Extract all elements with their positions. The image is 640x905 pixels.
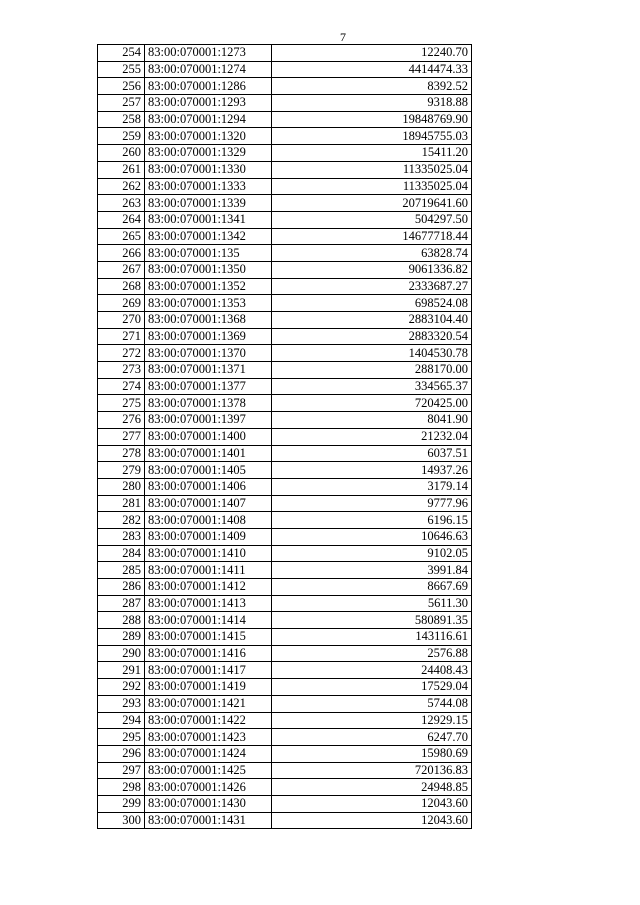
cadastral-number-cell: 83:00:070001:1426 [145, 779, 272, 796]
value-cell: 720136.83 [272, 762, 472, 779]
cadastral-value-table [97, 44, 472, 829]
row-number-cell: 293 [98, 695, 145, 712]
row-number-cell: 281 [98, 495, 145, 512]
cadastral-number-cell: 83:00:070001:1431 [145, 812, 272, 829]
row-number-cell: 283 [98, 528, 145, 545]
value-cell: 19848769.90 [272, 111, 472, 128]
row-number-cell: 263 [98, 195, 145, 212]
row-number-cell: 257 [98, 95, 145, 112]
table-row [98, 812, 472, 829]
row-number-cell: 262 [98, 178, 145, 195]
cadastral-number-cell: 83:00:070001:1424 [145, 745, 272, 762]
value-cell: 334565.37 [272, 378, 472, 395]
cadastral-number-cell: 83:00:070001:1412 [145, 579, 272, 596]
value-cell: 14937.26 [272, 462, 472, 479]
row-number-cell: 297 [98, 762, 145, 779]
table-row [98, 328, 472, 345]
cadastral-number-cell: 83:00:070001:1368 [145, 312, 272, 329]
table-row [98, 795, 472, 812]
row-number-cell: 268 [98, 278, 145, 295]
cadastral-number-cell: 83:00:070001:1339 [145, 195, 272, 212]
cadastral-number-cell: 83:00:070001:1342 [145, 228, 272, 245]
table-body [98, 45, 472, 829]
row-number-cell: 265 [98, 228, 145, 245]
value-cell: 3991.84 [272, 562, 472, 579]
value-cell: 12043.60 [272, 795, 472, 812]
table-row [98, 695, 472, 712]
cadastral-number-cell: 83:00:070001:1421 [145, 695, 272, 712]
value-cell: 143116.61 [272, 629, 472, 646]
row-number-cell: 284 [98, 545, 145, 562]
table-row [98, 178, 472, 195]
table-row [98, 395, 472, 412]
cadastral-number-cell: 83:00:070001:1369 [145, 328, 272, 345]
row-number-cell: 295 [98, 729, 145, 746]
value-cell: 9318.88 [272, 95, 472, 112]
table-row [98, 412, 472, 429]
cadastral-number-cell: 83:00:070001:1413 [145, 595, 272, 612]
table-row [98, 378, 472, 395]
table-row [98, 428, 472, 445]
row-number-cell: 290 [98, 645, 145, 662]
row-number-cell: 294 [98, 712, 145, 729]
row-number-cell: 280 [98, 478, 145, 495]
table-row [98, 662, 472, 679]
row-number-cell: 255 [98, 61, 145, 78]
row-number-cell: 270 [98, 312, 145, 329]
table-row [98, 712, 472, 729]
table-row [98, 679, 472, 696]
cadastral-number-cell: 83:00:070001:1416 [145, 645, 272, 662]
value-cell: 9777.96 [272, 495, 472, 512]
cadastral-number-cell: 83:00:070001:1411 [145, 562, 272, 579]
row-number-cell: 276 [98, 412, 145, 429]
row-number-cell: 256 [98, 78, 145, 95]
table-row [98, 78, 472, 95]
cadastral-number-cell: 83:00:070001:1430 [145, 795, 272, 812]
table-row [98, 211, 472, 228]
value-cell: 5744.08 [272, 695, 472, 712]
value-cell: 9102.05 [272, 545, 472, 562]
cadastral-number-cell: 83:00:070001:1400 [145, 428, 272, 445]
value-cell: 11335025.04 [272, 161, 472, 178]
row-number-cell: 259 [98, 128, 145, 145]
row-number-cell: 285 [98, 562, 145, 579]
table-row [98, 462, 472, 479]
value-cell: 24948.85 [272, 779, 472, 796]
value-cell: 720425.00 [272, 395, 472, 412]
row-number-cell: 289 [98, 629, 145, 646]
row-number-cell: 274 [98, 378, 145, 395]
value-cell: 2883320.54 [272, 328, 472, 345]
table-row [98, 278, 472, 295]
value-cell: 8667.69 [272, 579, 472, 596]
table-row [98, 45, 472, 62]
table-row [98, 362, 472, 379]
row-number-cell: 282 [98, 512, 145, 529]
value-cell: 288170.00 [272, 362, 472, 379]
table-row [98, 729, 472, 746]
cadastral-number-cell: 83:00:070001:1401 [145, 445, 272, 462]
cadastral-number-cell: 83:00:070001:1415 [145, 629, 272, 646]
table-row [98, 261, 472, 278]
value-cell: 8041.90 [272, 412, 472, 429]
cadastral-number-cell: 83:00:070001:1407 [145, 495, 272, 512]
table-row [98, 245, 472, 262]
cadastral-number-cell: 83:00:070001:1273 [145, 45, 272, 62]
row-number-cell: 291 [98, 662, 145, 679]
cadastral-number-cell: 83:00:070001:1274 [145, 61, 272, 78]
value-cell: 2333687.27 [272, 278, 472, 295]
value-cell: 12043.60 [272, 812, 472, 829]
row-number-cell: 279 [98, 462, 145, 479]
table-row [98, 779, 472, 796]
cadastral-number-cell: 83:00:070001:1352 [145, 278, 272, 295]
value-cell: 580891.35 [272, 612, 472, 629]
value-cell: 10646.63 [272, 528, 472, 545]
table-row [98, 745, 472, 762]
table-row [98, 195, 472, 212]
value-cell: 15980.69 [272, 745, 472, 762]
row-number-cell: 266 [98, 245, 145, 262]
row-number-cell: 260 [98, 145, 145, 162]
value-cell: 2576.88 [272, 645, 472, 662]
table-row [98, 228, 472, 245]
cadastral-number-cell: 83:00:070001:1414 [145, 612, 272, 629]
table-row [98, 95, 472, 112]
value-cell: 5611.30 [272, 595, 472, 612]
cadastral-number-cell: 83:00:070001:1405 [145, 462, 272, 479]
cadastral-number-cell: 83:00:070001:1294 [145, 111, 272, 128]
table-row [98, 545, 472, 562]
cadastral-number-cell: 83:00:070001:1417 [145, 662, 272, 679]
row-number-cell: 267 [98, 261, 145, 278]
table-row [98, 478, 472, 495]
table-row [98, 762, 472, 779]
value-cell: 14677718.44 [272, 228, 472, 245]
value-cell: 17529.04 [272, 679, 472, 696]
table-row [98, 645, 472, 662]
table-row [98, 612, 472, 629]
cadastral-number-cell: 83:00:070001:1425 [145, 762, 272, 779]
value-cell: 11335025.04 [272, 178, 472, 195]
page-number: 7 [340, 30, 346, 44]
value-cell: 24408.43 [272, 662, 472, 679]
value-cell: 3179.14 [272, 478, 472, 495]
cadastral-number-cell: 83:00:070001:1422 [145, 712, 272, 729]
row-number-cell: 264 [98, 211, 145, 228]
row-number-cell: 275 [98, 395, 145, 412]
table-row [98, 495, 472, 512]
value-cell: 12240.70 [272, 45, 472, 62]
value-cell: 6037.51 [272, 445, 472, 462]
value-cell: 1404530.78 [272, 345, 472, 362]
cadastral-number-cell: 83:00:070001:1293 [145, 95, 272, 112]
cadastral-number-cell: 83:00:070001:1397 [145, 412, 272, 429]
cadastral-number-cell: 83:00:070001:1286 [145, 78, 272, 95]
cadastral-number-cell: 83:00:070001:1408 [145, 512, 272, 529]
cadastral-number-cell: 83:00:070001:1353 [145, 295, 272, 312]
cadastral-number-cell: 83:00:070001:135 [145, 245, 272, 262]
cadastral-number-cell: 83:00:070001:1378 [145, 395, 272, 412]
row-number-cell: 258 [98, 111, 145, 128]
cadastral-number-cell: 83:00:070001:1406 [145, 478, 272, 495]
value-cell: 698524.08 [272, 295, 472, 312]
table-row [98, 345, 472, 362]
cadastral-number-cell: 83:00:070001:1329 [145, 145, 272, 162]
cadastral-number-cell: 83:00:070001:1370 [145, 345, 272, 362]
value-cell: 8392.52 [272, 78, 472, 95]
cadastral-number-cell: 83:00:070001:1423 [145, 729, 272, 746]
table-row [98, 528, 472, 545]
cadastral-number-cell: 83:00:070001:1410 [145, 545, 272, 562]
cadastral-number-cell: 83:00:070001:1350 [145, 261, 272, 278]
table-row [98, 629, 472, 646]
value-cell: 21232.04 [272, 428, 472, 445]
table-row [98, 111, 472, 128]
table-row [98, 562, 472, 579]
cadastral-number-cell: 83:00:070001:1330 [145, 161, 272, 178]
table-row [98, 445, 472, 462]
value-cell: 2883104.40 [272, 312, 472, 329]
value-cell: 20719641.60 [272, 195, 472, 212]
row-number-cell: 298 [98, 779, 145, 796]
row-number-cell: 272 [98, 345, 145, 362]
value-cell: 63828.74 [272, 245, 472, 262]
table-row [98, 512, 472, 529]
row-number-cell: 288 [98, 612, 145, 629]
cadastral-number-cell: 83:00:070001:1377 [145, 378, 272, 395]
table-row [98, 128, 472, 145]
cadastral-number-cell: 83:00:070001:1409 [145, 528, 272, 545]
value-cell: 18945755.03 [272, 128, 472, 145]
table-row [98, 312, 472, 329]
table-row [98, 579, 472, 596]
row-number-cell: 299 [98, 795, 145, 812]
table-row [98, 161, 472, 178]
row-number-cell: 287 [98, 595, 145, 612]
table-row [98, 295, 472, 312]
value-cell: 504297.50 [272, 211, 472, 228]
value-cell: 4414474.33 [272, 61, 472, 78]
row-number-cell: 277 [98, 428, 145, 445]
value-cell: 9061336.82 [272, 261, 472, 278]
cadastral-number-cell: 83:00:070001:1333 [145, 178, 272, 195]
row-number-cell: 261 [98, 161, 145, 178]
table-row [98, 61, 472, 78]
cadastral-number-cell: 83:00:070001:1419 [145, 679, 272, 696]
row-number-cell: 300 [98, 812, 145, 829]
value-cell: 6247.70 [272, 729, 472, 746]
row-number-cell: 273 [98, 362, 145, 379]
table-row [98, 145, 472, 162]
value-cell: 15411.20 [272, 145, 472, 162]
row-number-cell: 271 [98, 328, 145, 345]
value-cell: 12929.15 [272, 712, 472, 729]
table-row [98, 595, 472, 612]
value-cell: 6196.15 [272, 512, 472, 529]
row-number-cell: 286 [98, 579, 145, 596]
row-number-cell: 292 [98, 679, 145, 696]
cadastral-number-cell: 83:00:070001:1371 [145, 362, 272, 379]
cadastral-number-cell: 83:00:070001:1341 [145, 211, 272, 228]
row-number-cell: 254 [98, 45, 145, 62]
row-number-cell: 269 [98, 295, 145, 312]
row-number-cell: 278 [98, 445, 145, 462]
row-number-cell: 296 [98, 745, 145, 762]
cadastral-number-cell: 83:00:070001:1320 [145, 128, 272, 145]
